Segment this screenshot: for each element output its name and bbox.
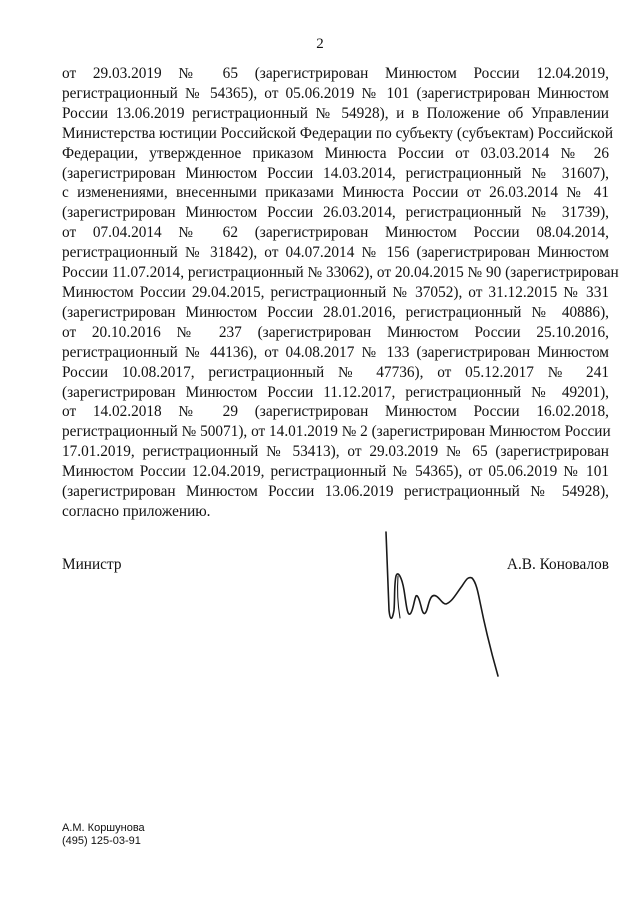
body-line: от 07.04.2014 № 62 (зарегистрирован Минюстом России 08.04.2014, [62,224,609,242]
body-line: России 10.08.2017, регистрационный № 47736), от 05.12.2017 № 241 [62,363,609,381]
body-line: Минюстом России 12.04.2019, регистрационный № 54365), от 05.06.2019 № 101 [62,463,609,481]
body-line: Министерства юстиции Российской Федерации по субъекту (субъектам) Российской [62,124,614,142]
executor-info [62,822,145,848]
body-line: регистрационный № 50071), от 14.01.2019 № 2 (зарегистрирован Минюстом России [62,423,611,441]
signature-stroke [398,576,400,618]
body-line: России 13.06.2019 регистрационный № 54928), и в Положение об Управлении [62,104,609,122]
body-line: Минюстом России 29.04.2015, регистрационный № 37052), от 31.12.2015 № 331 [62,283,609,301]
body-line: от 14.02.2018 № 29 (зарегистрирован Минюстом России 16.02.2018, [62,403,609,421]
handwritten-signature [380,530,520,680]
body-line: (зарегистрирован Минюстом России 11.12.2017, регистрационный № 49201), [62,383,609,401]
executor-phone: (495) 125-03-91 [62,835,141,847]
body-line: (зарегистрирован Минюстом России 28.01.2016, регистрационный № 40886), [62,303,609,321]
body-line: регистрационный № 44136), от 04.08.2017 № 133 (зарегистрирован Минюстом [62,343,609,361]
signatory-name: А.В. Коновалов [506,556,609,573]
executor-name: А.М. Коршунова [62,822,145,834]
body-line: регистрационный № 54365), от 05.06.2019 № 101 (зарегистрирован Минюстом [62,84,609,102]
body-line: от 20.10.2016 № 237 (зарегистрирован Минюстом России 25.10.2016, [62,323,609,341]
body-line: (зарегистрирован Минюстом России 13.06.2019 регистрационный № 54928), [62,483,609,501]
body-line: согласно приложению. [62,502,211,520]
signature-block [62,556,609,580]
body-line: от 29.03.2019 № 65 (зарегистрирован Минюстом России 12.04.2019, [62,65,609,82]
body-line: с изменениями, внесенными приказами Минюста России от 26.03.2014 № 41 [62,184,609,202]
body-line: (зарегистрирован Минюстом России 26.03.2014, регистрационный № 31739), [62,204,609,222]
body-line: (зарегистрирован Минюстом России 14.03.2014, регистрационный № 31607), [62,164,609,182]
body-line: России 11.07.2014, регистрационный № 33062), от 20.04.2015 № 90 (зарегистрирован [62,264,619,282]
body-line: регистрационный № 31842), от 04.07.2014 № 156 (зарегистрирован Минюстом [62,244,609,262]
body-line: Федерации, утвержденное приказом Минюста России от 03.03.2014 № 26 [62,144,609,162]
document-body [62,64,619,522]
body-line: 17.01.2019, регистрационный № 53413), от 29.03.2019 № 65 (зарегистрирован [62,443,609,461]
signatory-title: Министр [62,556,122,573]
page-number: 2 [316,36,324,52]
signature-stroke [386,532,498,676]
